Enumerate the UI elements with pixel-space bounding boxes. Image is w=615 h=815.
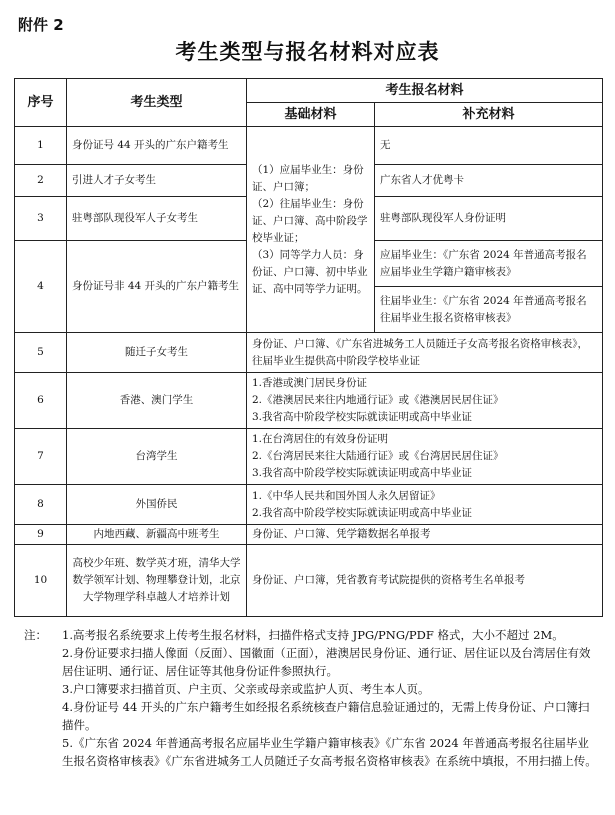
basic-line: （2）往届毕业生：身份证、户口簿、高中阶段学校毕业证； [252, 197, 368, 244]
row-material: 身份证、户口簿、《广东省进城务工人员随迁子女高考报名资格审核表》，往届毕业生提供高中阶段学校毕业证 [247, 333, 603, 373]
row-supplement: 广东省人才优粤卡 [375, 165, 603, 197]
row-type: 身份证号 44 开头的广东户籍考生 [67, 127, 247, 165]
table-row [15, 525, 603, 545]
note-item [24, 734, 599, 770]
note-text: 3.户口簿要求扫描首页、户主页、父亲或母亲或监护人页、考生本人页。 [62, 682, 430, 696]
table-row [15, 545, 603, 617]
row-type: 台湾学生 [67, 429, 247, 485]
material-line: 1.香港或澳门居民身份证 [252, 377, 368, 389]
note-text: 1.高考报名系统要求上传考生报名材料，扫描件格式支持 JPG/PNG/PDF 格式，大小不超过 2M。 [62, 628, 564, 642]
header-supplement: 补充材料 [375, 103, 603, 127]
notes-section [24, 626, 599, 770]
table-row [15, 333, 603, 373]
row-type: 身份证号非 44 开头的广东户籍考生 [67, 241, 247, 333]
row-type: 驻粤部队现役军人子女考生 [67, 197, 247, 241]
row-no: 3 [15, 197, 67, 241]
row-no: 10 [15, 545, 67, 617]
materials-table [14, 78, 603, 617]
row-type: 外国侨民 [67, 485, 247, 525]
row-no: 6 [15, 373, 67, 429]
note-item [24, 698, 599, 734]
basic-line: （1）应届毕业生：身份证、户口簿； [252, 163, 364, 193]
header-materials: 考生报名材料 [247, 79, 603, 103]
row-no: 8 [15, 485, 67, 525]
note-item [24, 680, 599, 698]
row-no: 2 [15, 165, 67, 197]
material-line: 2.《港澳居民来往内地通行证》或《港澳居民居住证》 [252, 394, 504, 406]
row-material [247, 485, 603, 525]
row-type: 高校少年班、数学英才班，清华大学数学领军计划、物理攀登计划，北京大学物理学科卓越人才培养计划 [67, 545, 247, 617]
row-supplement: 应届毕业生：《广东省 2024 年普通高考报名应届毕业生学籍户籍审核表》 [375, 241, 603, 287]
note-text: 2.身份证要求扫描人像面（反面）、国徽面（正面），港澳居民身份证、通行证、居住证以及台湾居住有效居住证明、通行证、居住证等其他身份证件参照执行。 [62, 646, 591, 678]
page-title: 考生类型与报名材料对应表 [175, 39, 440, 64]
header-basic: 基础材料 [247, 103, 375, 127]
row-type: 随迁子女考生 [67, 333, 247, 373]
header-type: 考生类型 [67, 79, 247, 127]
row-supplement: 驻粤部队现役军人身份证明 [375, 197, 603, 241]
row-material: 身份证、户口簿、凭学籍数据名单报考 [247, 525, 603, 545]
row-material [247, 373, 603, 429]
row-no: 9 [15, 525, 67, 545]
table-row [15, 127, 603, 165]
table-row [15, 429, 603, 485]
note-text: 5.《广东省 2024 年普通高考报名应届毕业生学籍户籍审核表》《广东省 2024 年普通高考报名往届毕业生报名资格审核表》《广东省进城务工人员随迁子女高考报名资格审核表》在系统中填报，不用扫描上传。 [62, 736, 597, 768]
row-type: 引进人才子女考生 [67, 165, 247, 197]
material-line: 3.我省高中阶段学校实际就读证明或高中毕业证 [252, 467, 473, 479]
note-item [24, 644, 599, 680]
note-item [24, 626, 599, 644]
note-text: 4.身份证号 44 开头的广东户籍考生如经报名系统核查户籍信息验证通过的，无需上传身份证、户口簿扫描件。 [62, 700, 590, 732]
table-row [15, 373, 603, 429]
material-line: 2.《台湾居民来往大陆通行证》或《台湾居民居住证》 [252, 450, 504, 462]
row-type: 内地西藏、新疆高中班考生 [67, 525, 247, 545]
header-seq: 序号 [15, 79, 67, 127]
material-line: 2.我省高中阶段学校实际就读证明或高中毕业证 [252, 506, 473, 519]
row-no: 7 [15, 429, 67, 485]
row-material [247, 429, 603, 485]
row-supplement: 往届毕业生：《广东省 2024 年普通高考报名往届毕业生报名资格审核表》 [375, 287, 603, 333]
table-row [15, 485, 603, 525]
row-no: 1 [15, 127, 67, 165]
row-supplement: 无 [375, 127, 603, 165]
basic-line: （3）同等学力人员：身份证、户口簿、初中毕业证、高中同等学力证明。 [252, 248, 368, 295]
row-material: 身份证、户口簿，凭省教育考试院提供的资格考生名单报考 [247, 545, 603, 617]
row-type: 香港、澳门学生 [67, 373, 247, 429]
row-no: 5 [15, 333, 67, 373]
notes-lead: 注： [24, 628, 47, 642]
material-line: 1.《中华人民共和国外国人永久居留证》 [252, 489, 441, 502]
row-no: 4 [15, 241, 67, 333]
material-line: 1.在台湾居住的有效身份证明 [252, 433, 389, 445]
basic-materials-shared [247, 127, 375, 333]
material-line: 3.我省高中阶段学校实际就读证明或高中毕业证 [252, 411, 473, 423]
attachment-label: 附件 2 [18, 16, 64, 34]
